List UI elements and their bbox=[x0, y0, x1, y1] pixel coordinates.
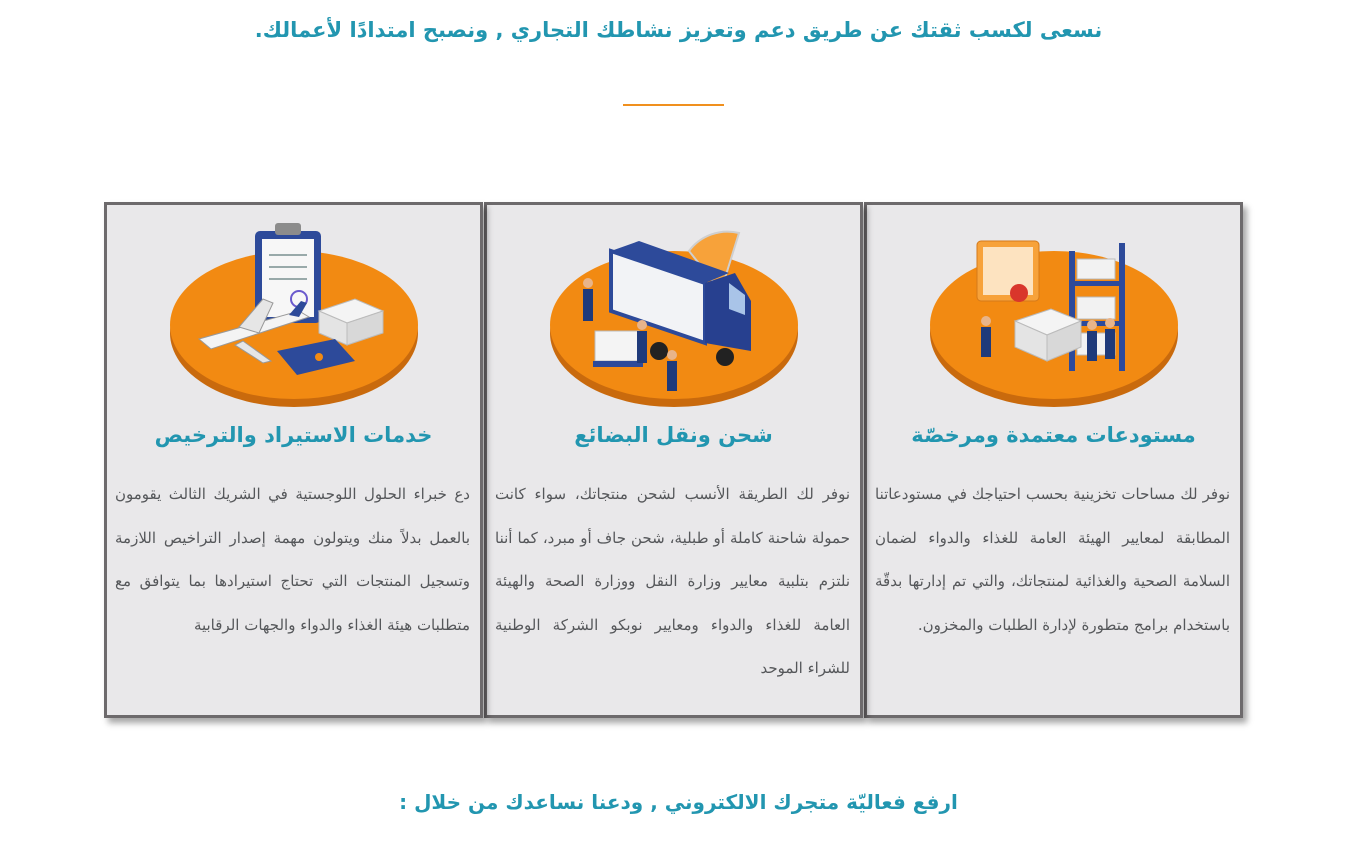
card-description: دع خبراء الحلول اللوجستية في الشريك الثالث يقومون بالعمل بدلاً منك ويتولون مهمة إصدار التراخيص اللازمة وتسجيل المنتجات التي تحتاج استيرادها بما يتوافق مع متطلبات هيئة الغذاء والدواء والجهات الرقابية bbox=[115, 485, 470, 634]
service-card-shipping bbox=[484, 202, 863, 718]
footer-tagline: ارفع فعاليّة متجرك الالكتروني , ودعنا نساعدك من خلال : bbox=[399, 790, 958, 814]
page-headline: نسعى لكسب ثقتك عن طريق دعم وتعزيز نشاطك التجاري , ونصبح امتدادًا لأعمالك. bbox=[254, 18, 1103, 42]
warehouse-illustration-icon bbox=[919, 211, 1189, 411]
orange-divider bbox=[623, 104, 724, 106]
service-card-warehouses bbox=[864, 202, 1243, 718]
card-description: نوفر لك الطريقة الأنسب لشحن منتجاتك، سواء كانت حمولة شاحنة كاملة أو طبلية، شحن جاف أو مبرد، كما أننا نلتزم بتلبية معايير وزارة النقل ووزارة الصحة والهيئة العامة للغذاء والدواء ومعايير نوبكو الشركة الوطنية للشراء الموحد bbox=[495, 485, 850, 677]
card-title: مستودعات معتمدة ومرخصّة bbox=[911, 423, 1196, 447]
import-licensing-illustration-icon bbox=[159, 211, 429, 411]
card-title: شحن ونقل البضائع bbox=[574, 423, 773, 447]
truck-shipping-illustration-icon bbox=[539, 211, 809, 411]
service-card-import-licensing bbox=[104, 202, 483, 718]
card-title: خدمات الاستيراد والترخيص bbox=[154, 423, 433, 447]
card-description: نوفر لك مساحات تخزينية بحسب احتياجك في مستودعاتنا المطابقة لمعايير الهيئة العامة للغذاء والدواء لضمان السلامة الصحية والغذائية لمنتجاتك، والتي تم إدارتها بدقّة باستخدام برامج متطورة لإدارة الطلبات والمخزون. bbox=[875, 485, 1230, 634]
